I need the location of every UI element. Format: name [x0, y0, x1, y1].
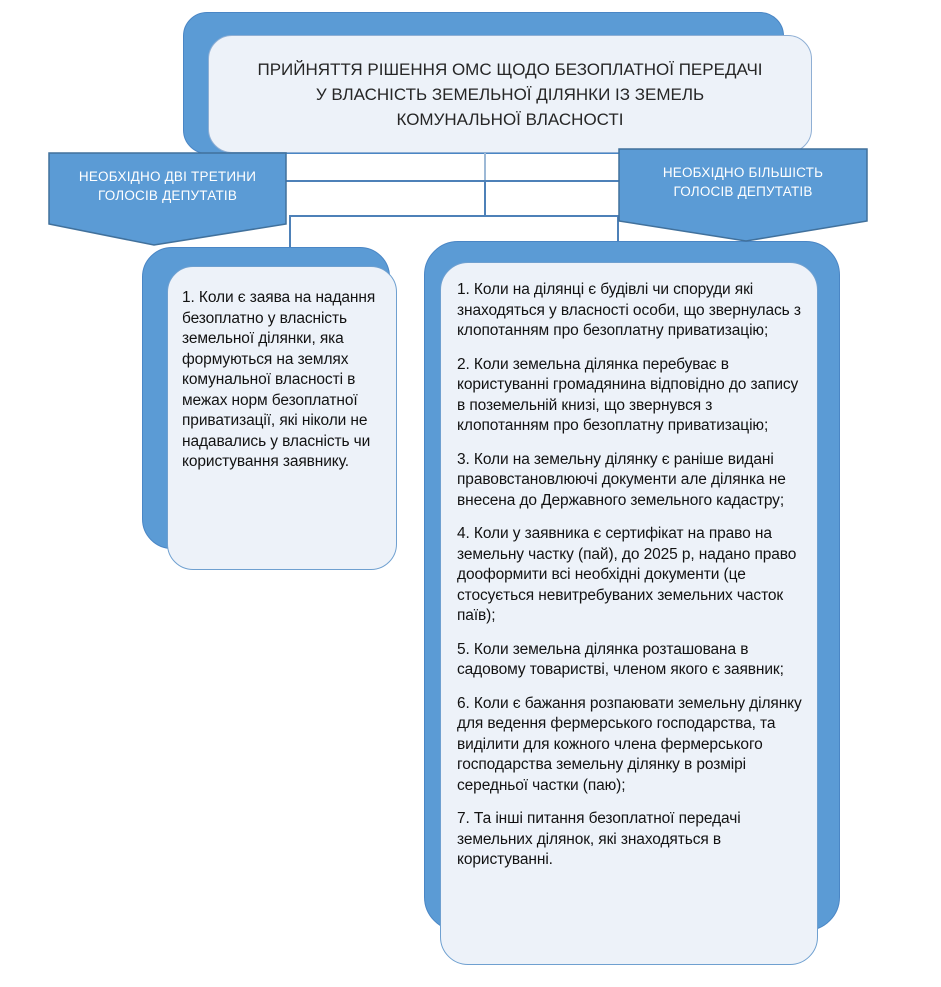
- callout-right-line-1: НЕОБХІДНО БІЛЬШІСТЬ: [662, 165, 824, 180]
- connector-line-horizontal-lower: [289, 215, 619, 217]
- right-panel-item: 1. Коли на ділянці є будівлі чи споруди які знаходяться у власності особи, що звернулась з клопотанням про безоплатну приватизацію;: [457, 281, 801, 339]
- callout-right-line-2: ГОЛОСІВ ДЕПУТАТІВ: [673, 184, 813, 199]
- connector-stub-left: [289, 216, 291, 248]
- title-line-2: У ВЛАСНІСТЬ ЗЕМЕЛЬНОЇ ДІЛЯНКИ ІЗ ЗЕМЕЛЬ: [315, 84, 705, 104]
- left-panel: [167, 266, 397, 570]
- callout-left-line-2: ГОЛОСІВ ДЕПУТАТІВ: [97, 188, 238, 203]
- title-box: [208, 35, 812, 153]
- connector-line-vertical-faint: [484, 153, 486, 181]
- right-panel-item: 6. Коли є бажання розпаювати земельну ділянку для ведення фермерського господарства, та виділити для кожного члена фермерського господарства земельну ділянку в розмірі середньої частки (паю);: [457, 694, 802, 794]
- left-panel-item: 1. Коли є заява на надання безоплатно у власність земельної ділянки, яка формуються на землях комунальної власності в межах норм безоплатної приватизації, які ніколи не надавались у власність чи користування заявнику.: [182, 289, 376, 470]
- callout-right: [618, 148, 868, 244]
- title-line-3: КОМУНАЛЬНОЇ ВЛАСНОСТІ: [396, 109, 624, 129]
- right-panel-item: 5. Коли земельна ділянка розташована в садовому товаристві, членом якого є заявник;: [457, 640, 784, 678]
- right-panel-item: 4. Коли у заявника є сертифікат на право на земельну частку (пай), до 2025 р, надано право дооформити всі необхідні документи (це стосується невитребуваних земельних часток паїв);: [457, 525, 797, 624]
- right-panel: [440, 262, 818, 965]
- connector-line-vertical-center: [484, 180, 486, 217]
- right-panel-item: 2. Коли земельна ділянка перебуває в користуванні громадянина відповідно до запису в поземельній книзі, що звернувся з клопотанням про безоплатну приватизацію;: [457, 355, 799, 434]
- callout-left-text: [48, 152, 287, 205]
- title-line-1: ПРИЙНЯТТЯ РІШЕННЯ ОМС ЩОДО БЕЗОПЛАТНОЇ ПЕРЕДАЧІ: [257, 59, 763, 79]
- callout-left: [48, 152, 287, 248]
- callout-left-line-1: НЕОБХІДНО ДВІ ТРЕТИНИ: [78, 169, 257, 184]
- right-panel-item: 3. Коли на земельну ділянку є раніше видані правовстановлюючі документи але ділянка не внесена до Державного земельного кадастру;: [457, 450, 786, 509]
- callout-right-text: [618, 148, 868, 201]
- right-panel-item: 7. Та інші питання безоплатної передачі земельних ділянок, які знаходяться в користуванні.: [457, 810, 741, 868]
